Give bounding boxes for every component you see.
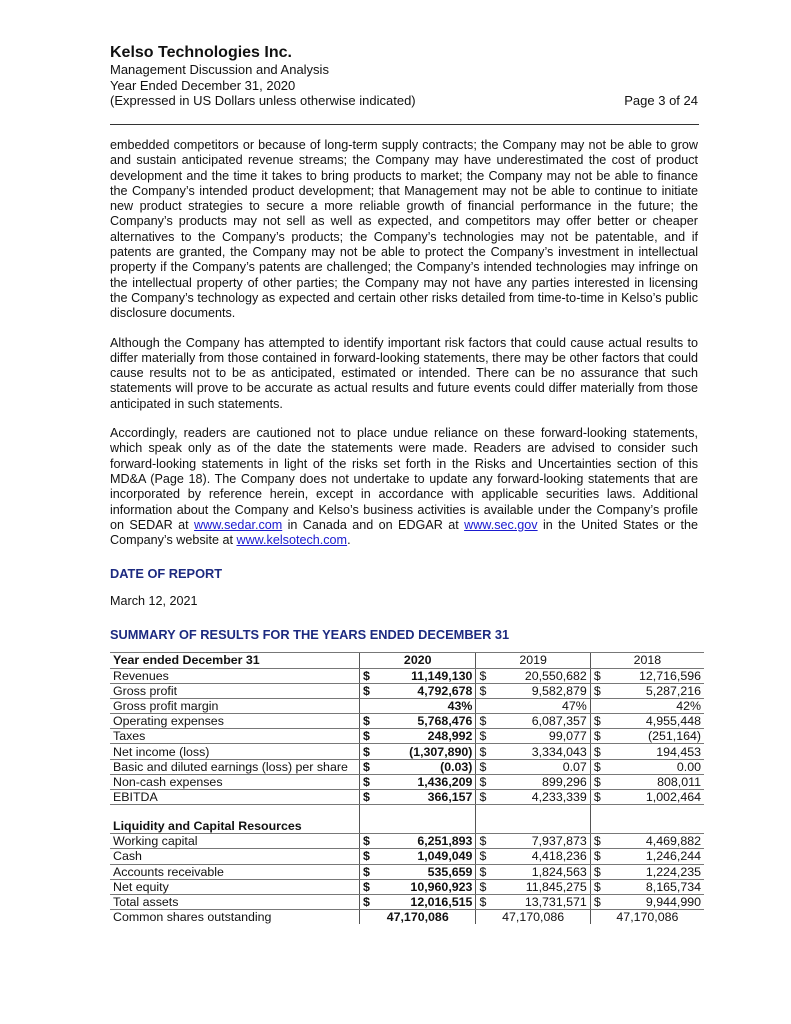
cell-value (590, 698, 704, 713)
currency-symbol: $ (363, 834, 370, 849)
header-divider (110, 124, 699, 125)
row-label: Accounts receivable (110, 864, 360, 879)
cell-value (360, 683, 476, 698)
row-label: EBITDA (110, 790, 360, 805)
value: (0.03) (440, 759, 473, 774)
company-name: Kelso Technologies Inc. (110, 44, 292, 61)
row-label: Working capital (110, 834, 360, 849)
cell-value (476, 774, 590, 789)
value: 4,233,339 (531, 790, 587, 805)
value: 20,550,682 (524, 668, 587, 683)
row-label: Basic and diluted earnings (loss) per share (110, 759, 360, 774)
currency-symbol: $ (593, 729, 601, 744)
currency-symbol: $ (363, 864, 370, 879)
table-row (110, 834, 704, 849)
date-of-report-heading: DATE OF REPORT (110, 566, 223, 582)
currency-symbol: $ (363, 744, 370, 759)
value: 1,002,464 (645, 790, 701, 805)
currency-symbol: $ (363, 759, 370, 774)
row-label: Common shares outstanding (113, 910, 272, 925)
cell-value (590, 744, 704, 759)
table-row (110, 759, 704, 774)
table-row (110, 864, 704, 879)
value: 1,224,235 (645, 864, 701, 879)
empty-cell (590, 805, 704, 834)
currency-symbol: $ (363, 729, 370, 744)
cell-value (476, 894, 590, 909)
currency-symbol: $ (479, 744, 487, 759)
summary-heading: SUMMARY OF RESULTS FOR THE YEARS ENDED DECEMBER 31 (110, 627, 510, 643)
value: 535,659 (427, 864, 473, 879)
table-row (110, 894, 704, 909)
currency-symbol: $ (479, 790, 487, 805)
value: 248,992 (427, 729, 473, 744)
column-header-year: 2020 (360, 653, 476, 668)
column-header-year: 2018 (590, 653, 704, 668)
table-row (110, 683, 704, 698)
currency-symbol: $ (363, 790, 370, 805)
currency-symbol: $ (479, 668, 487, 683)
cell-value (476, 744, 590, 759)
table-row (110, 744, 704, 759)
cell-value (360, 714, 476, 729)
table-row (110, 668, 704, 683)
table-row (110, 729, 704, 744)
currency-symbol: $ (479, 879, 487, 894)
row-label: Revenues (110, 668, 360, 683)
paragraph: embedded competitors or because of long-term supply contracts; the Company may not be able to grow and sustain anticipated revenue streams; the Company may have underestimated the cost of product development and the time it takes to bring products to market; the Company may not be able to finance the Company’s intended product development; that Management may not be able to continue to initiate new product strategies to secure a more reliable growth of financial performance in the future; the Company’s products may not sell as well as expected, and competitors may offer better or cheaper alternatives to the Company’s products; the Company’s technologies may not be patentable, and if patents are granted, the Company may not be able to protect the Company’s investment in intellectual property if the Company’s patents are challenged; the Company’s intended technologies may infringe on the intellectual property of other parties; the Company may not have any parties interested in licensing the Company’s technology as expected and certain other risks detailed from time-to-time in Kelso’s public disclosure documents. (110, 138, 698, 321)
currency-symbol: $ (593, 744, 601, 759)
value: 808,011 (657, 774, 701, 789)
value: 12,716,596 (638, 668, 701, 683)
currency-symbol: $ (363, 774, 370, 789)
cell-value (476, 864, 590, 879)
value: (1,307,890) (409, 744, 473, 759)
value: 13,731,571 (524, 895, 587, 910)
value: 1,246,244 (645, 849, 701, 864)
cell-value (476, 698, 590, 713)
row-label: Total assets (110, 894, 360, 909)
value: 9,944,990 (645, 895, 701, 910)
cell-value (360, 834, 476, 849)
currency-symbol: $ (593, 759, 601, 774)
row-label: Cash (110, 849, 360, 864)
value: 8,165,734 (645, 879, 701, 894)
table-header-row (110, 653, 704, 668)
report-period: Year Ended December 31, 2020 (110, 77, 296, 93)
kelsotech-link[interactable]: www.kelsotech.com (236, 533, 348, 548)
cell-value (360, 698, 476, 713)
cell-value (360, 729, 476, 744)
value: 47,170,086 (616, 910, 679, 925)
value: 1,436,209 (417, 774, 473, 789)
value: 11,845,275 (525, 879, 587, 894)
empty-cell (476, 805, 590, 834)
table-row (110, 910, 704, 925)
paragraph-text: Accordingly, readers are cautioned not to place undue reliance on these forward-looking statements, which speak only as of the date the statements were made. Readers are advised to consider such forward-looking statements in light of the risks set forth in the Risks and Uncertainties section of this MD&A (Page 18). The Company does not undertake to update any forward-looking statements that are incorporated by reference herein, except in accordance with applicable securities laws. Additional information about the Company and Kelso’s business activities is available under the Company’s profile on SEDAR at (110, 426, 698, 532)
cell-value (590, 759, 704, 774)
value: 47,170,086 (386, 910, 449, 925)
row-label: Net income (loss) (110, 744, 360, 759)
value: 5,768,476 (417, 714, 473, 729)
cell-value (476, 879, 590, 894)
sedar-link[interactable]: www.sedar.com (194, 517, 283, 532)
value: 7,937,873 (531, 834, 587, 849)
table-row (110, 714, 704, 729)
section-label: Liquidity and Capital Resources (110, 805, 360, 834)
currency-symbol: $ (479, 714, 487, 729)
value: 99,077 (548, 729, 587, 744)
row-label: Operating expenses (110, 714, 360, 729)
cell-value (360, 759, 476, 774)
currency-symbol: $ (479, 759, 487, 774)
cell-value (590, 864, 704, 879)
sec-link[interactable]: www.sec.gov (464, 517, 538, 532)
row-label: Non-cash expenses (110, 774, 360, 789)
page-header (110, 44, 698, 109)
currency-symbol: $ (479, 864, 487, 879)
currency-symbol: $ (593, 668, 601, 683)
currency-symbol: $ (479, 895, 487, 910)
value: 1,049,049 (417, 849, 473, 864)
value: 42% (676, 698, 701, 713)
value: 1,824,563 (531, 864, 587, 879)
currency-symbol: $ (593, 895, 601, 910)
value: 4,469,882 (645, 834, 701, 849)
paragraph-text: . (347, 533, 351, 548)
paragraph-text: in Canada and on EDGAR at (282, 517, 465, 532)
cell-value (590, 879, 704, 894)
currency-symbol: $ (593, 879, 601, 894)
value: 194,453 (656, 744, 701, 759)
table-row (110, 849, 704, 864)
page-number: Page 3 of 24 (624, 93, 698, 108)
currency-symbol: $ (479, 774, 487, 789)
cell-value (590, 894, 704, 909)
value: 47,170,086 (502, 910, 565, 925)
currency-symbol: $ (593, 864, 601, 879)
cell-value (476, 759, 590, 774)
value: 3,334,043 (531, 744, 587, 759)
value: 11,149,130 (411, 668, 473, 683)
cell-value (476, 790, 590, 805)
currency-symbol: $ (479, 849, 487, 864)
cell-value (476, 683, 590, 698)
cell-value (360, 790, 476, 805)
currency-symbol: $ (363, 714, 370, 729)
cell-value (476, 910, 590, 925)
document-body (110, 138, 701, 925)
currency-note: (Expressed in US Dollars unless otherwise indicated) (110, 93, 416, 108)
value: 5,287,216 (645, 683, 701, 698)
cell-value (590, 834, 704, 849)
value: 6,087,357 (531, 714, 587, 729)
cell-value (360, 864, 476, 879)
paragraph: Although the Company has attempted to identify important risk factors that could cause actual results to differ materially from those contained in forward-looking statements, there may be other factors that could cause results not to be as anticipated, estimated or intended. There can be no assurance that such statements will prove to be accurate as actual results and future events could differ materially from those anticipated in such statements. (110, 335, 698, 411)
row-label: Taxes (110, 729, 360, 744)
table-row (110, 774, 704, 789)
paragraph (110, 426, 698, 548)
row-label: Gross profit (110, 683, 360, 698)
table-row (110, 879, 704, 894)
value: 6,251,893 (417, 834, 473, 849)
cell-value (590, 729, 704, 744)
currency-symbol: $ (593, 774, 601, 789)
currency-symbol: $ (479, 683, 487, 698)
cell-value (476, 834, 590, 849)
report-title: Management Discussion and Analysis (110, 62, 329, 77)
cell-value (590, 668, 704, 683)
row-label: Gross profit margin (110, 698, 360, 713)
value: 4,418,236 (531, 849, 587, 864)
cell-value (590, 849, 704, 864)
currency-symbol: $ (479, 729, 487, 744)
value: 0.07 (562, 759, 587, 774)
currency-symbol: $ (479, 834, 487, 849)
summary-table (110, 652, 704, 924)
cell-value (590, 714, 704, 729)
cell-value (476, 849, 590, 864)
row-label: Net equity (110, 879, 360, 894)
cell-value (590, 910, 704, 925)
cell-value (360, 849, 476, 864)
value: (251,164) (647, 729, 701, 744)
currency-symbol: $ (593, 714, 601, 729)
currency-symbol: $ (593, 849, 601, 864)
cell-value (360, 910, 476, 925)
cell-value (360, 744, 476, 759)
column-header-year: 2019 (476, 653, 590, 668)
table-row (110, 790, 704, 805)
currency-symbol: $ (363, 683, 370, 698)
cell-value (476, 729, 590, 744)
cell-value (590, 774, 704, 789)
empty-cell (360, 805, 476, 834)
value: 899,296 (542, 774, 587, 789)
value: 0.00 (676, 759, 701, 774)
currency-symbol: $ (593, 834, 601, 849)
value: 9,582,879 (531, 683, 587, 698)
currency-symbol: $ (363, 849, 370, 864)
value: 43% (447, 698, 473, 713)
table-row (110, 698, 704, 713)
currency-symbol: $ (363, 668, 370, 683)
paragraph-text: in the United States or the Company’s website at (110, 517, 698, 548)
cell-value (476, 714, 590, 729)
cell-value (476, 668, 590, 683)
cell-value (360, 668, 476, 683)
report-date: March 12, 2021 (110, 593, 198, 608)
value: 4,955,448 (645, 714, 701, 729)
cell-value (360, 879, 476, 894)
value: 12,016,515 (410, 895, 473, 910)
currency-symbol: $ (593, 790, 601, 805)
cell-value (360, 774, 476, 789)
value: 47% (562, 698, 587, 713)
cell-value (590, 790, 704, 805)
value: 366,157 (427, 790, 473, 805)
currency-symbol: $ (593, 683, 601, 698)
column-header-label: Year ended December 31 (110, 653, 360, 668)
currency-symbol: $ (363, 895, 370, 910)
section-row (110, 805, 704, 834)
currency-symbol: $ (363, 879, 370, 894)
value: 4,792,678 (417, 683, 473, 698)
cell-value (360, 894, 476, 909)
value: 10,960,923 (410, 879, 473, 894)
cell-value (590, 683, 704, 698)
